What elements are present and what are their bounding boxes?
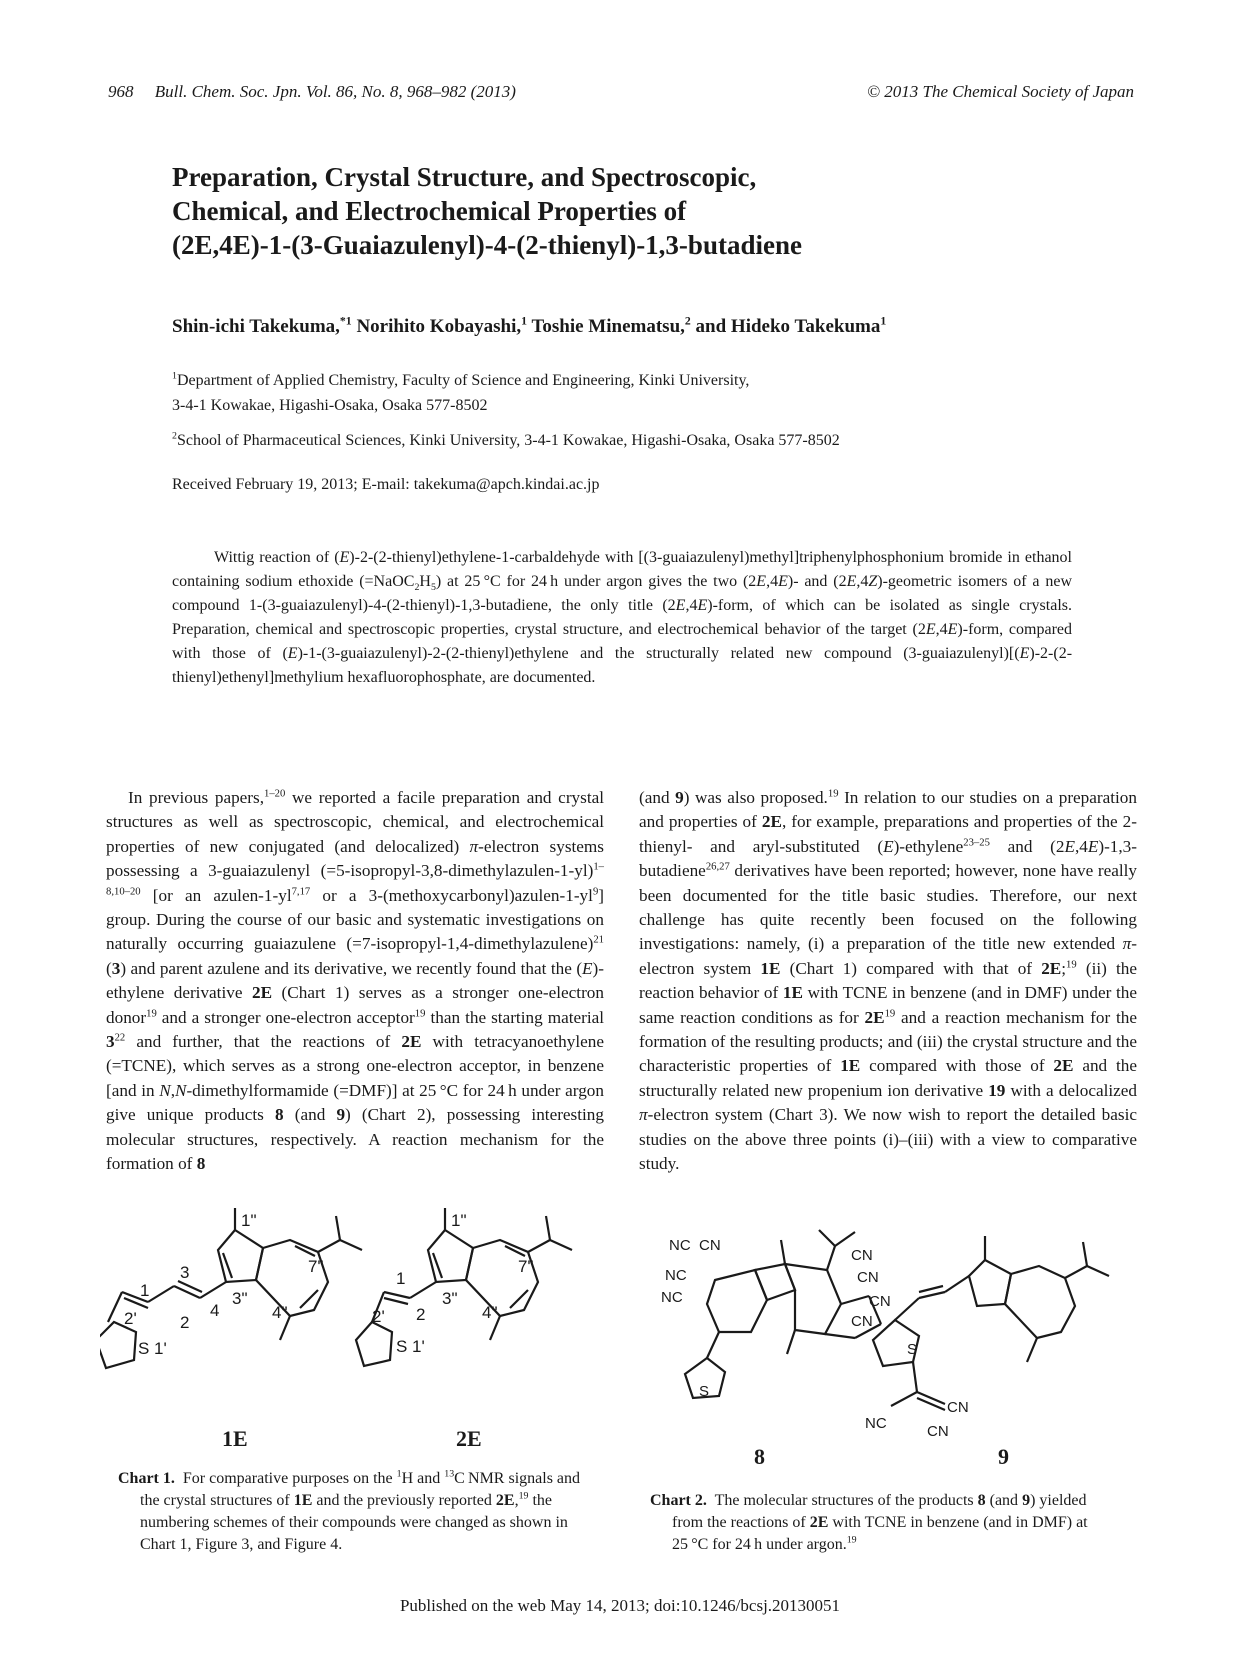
s-label: S xyxy=(699,1383,710,1400)
atom-label: 3" xyxy=(442,1289,458,1308)
nc-label: NC xyxy=(865,1415,887,1432)
atom-label: 4" xyxy=(482,1303,498,1322)
compound-label-9: 9 xyxy=(998,1444,1009,1469)
affiliation-2 xyxy=(172,428,1072,453)
atom-label: 2 xyxy=(180,1313,190,1332)
atom-label: 4 xyxy=(210,1301,220,1320)
atom-label: S xyxy=(138,1339,150,1358)
title-line-2: Chemical, and Electrochemical Properties of xyxy=(172,196,687,226)
author-name: and Hideko Takekuma xyxy=(695,316,881,337)
cn-label: CN xyxy=(857,1269,879,1286)
s-label: S xyxy=(907,1341,918,1358)
cn-label: CN xyxy=(851,1247,873,1264)
running-header-left xyxy=(108,82,516,102)
abstract: Wittig reaction of (E)-2-(2-thienyl)ethylene-1-carbaldehyde with [(3-guaiazulenyl)methyl]triphenylphosphonium bromide in ethanol containing sodium ethoxide $(=NaOC_2H_5)$ at 25 °C for 24 h under argon gives the two (2E,4E)- and (2E,4Z)-geometric isomers of a new compound 1-(3-guaiazulenyl)-4-(2-thienyl)-1,3-butadiene, the only title (2E,4E)-form, of which can be isolated as single crystals. Preparation, chemical and spectroscopic properties, crystal structure, and electrochemical behavior of the target (2E,4E)-form, compared with those of (E)-1-(3-guaiazulenyl)-2-(2-thienyl)ethylene and the structurally related new compound (3-guaiazulenyl)[(E)-2-(2-thienyl)ethenyl]methylium hexafluorophosphate, are documented. xyxy=(172,549,1073,686)
author-affil-mark: *1 xyxy=(339,314,352,328)
chart-1-caption: Chart 1. For comparative purposes on the $^1$H and $^{13}$C NMR signals and the crystal structures of 1E and the previously reported 2E,$^{19}$ the numbering schemes of their compounds were changed as shown in Chart 1, Figure 3, and Figure 4. xyxy=(118,1468,581,1553)
atom-label: 7" xyxy=(308,1257,324,1276)
atom-label: 2' xyxy=(124,1309,137,1328)
atom-label: 1" xyxy=(451,1211,467,1230)
atom-label: 1" xyxy=(241,1211,257,1230)
copyright-notice: © 2013 The Chemical Society of Japan xyxy=(867,82,1134,101)
chart-1-structures xyxy=(100,1200,600,1430)
chart-2-structures xyxy=(655,1200,1125,1440)
author-name: Norihito Kobayashi, xyxy=(356,316,522,337)
affil-mark: 1 xyxy=(172,370,177,382)
compound-label-1E: 1E xyxy=(222,1426,248,1451)
affiliation-1 xyxy=(172,368,1072,418)
affil-mark: 2 xyxy=(172,430,177,442)
author-affil-mark: 1 xyxy=(521,314,528,328)
compound-label-2E: 2E xyxy=(456,1426,482,1451)
body-column-left: In previous papers,$^{1-20}$ we reported a facile preparation and crystal structures as well as spectroscopic, chemical, and electrochemical properties of new conjugated (and delocalized) π-electron systems possessing a 3-guaiazulenyl (=5-isopropyl-3,8-dimethylazulen-1-yl)$^{1-8,10-20}$ [or an azulen-1-yl$^{7,17}$ or a $3-(methoxycarbonyl)azulen-1-yl^9$] group. During the course of our basic and systematic investigations on naturally occurring guaiazulene (=7-isopropyl-1,4-dimethylazulene)$^{21}$ (3) and parent azulene and its derivative, we recently found that the (E)-ethylene derivative 2E (Chart 1) serves as a stronger one-electron donor$^{19}$ and a stronger one-electron acceptor$^{19}$ than the starting material $3^{22}$ and further, that the reactions of 2E with tetracyanoethylene (=TCNE), which serves as a strong one-electron acceptor, in benzene [and in N,N-dimethylformamide (=DMF)] at 25 °C for 24 h under argon give unique products 8 (and 9) (Chart 2), possessing interesting molecular structures, respectively. A reaction mechanism for the formation of 8 xyxy=(106,788,605,1174)
atom-label: 1 xyxy=(140,1281,150,1300)
paper-title xyxy=(172,160,1072,262)
atom-label: 3 xyxy=(180,1263,190,1282)
atom-label: 2 xyxy=(416,1305,426,1324)
nc-label: NC xyxy=(661,1289,683,1306)
cn-label: CN xyxy=(699,1237,721,1254)
title-line-1: Preparation, Crystal Structure, and Spectroscopic, xyxy=(172,162,757,192)
author-affil-mark: 2 xyxy=(684,314,691,328)
atom-label: 1' xyxy=(412,1337,425,1356)
cn-label: CN xyxy=(927,1423,949,1440)
author-list xyxy=(172,316,886,338)
nc-label: NC xyxy=(665,1267,687,1284)
azulene-seven-ring xyxy=(256,1240,328,1316)
affil-text: Department of Applied Chemistry, Faculty of Science and Engineering, Kinki University, xyxy=(176,372,750,389)
cn-label: CN xyxy=(869,1293,891,1310)
journal-citation: Bull. Chem. Soc. Jpn. Vol. 86, No. 8, 968–982 (2013) xyxy=(154,82,516,101)
atom-label: 1' xyxy=(154,1339,167,1358)
compound-label-8: 8 xyxy=(754,1444,765,1469)
page-number: 968 xyxy=(108,82,134,101)
affil-text: 3-4-1 Kowakae, Higashi-Osaka, Osaka 577-8502 xyxy=(172,397,488,414)
cn-label: CN xyxy=(851,1313,873,1330)
atom-label: 4" xyxy=(272,1303,288,1322)
chart-2-drawing xyxy=(655,1200,1125,1440)
atom-label: S xyxy=(396,1337,408,1356)
body-column-right: (and 9) was also proposed.$^{19}$ In relation to our studies on a preparation and properties of 2E, for example, preparations and properties of the 2-thienyl- and aryl-substituted (E)-ethylene$^{23-25}$ and (2E,4E)-1,3-butadiene$^{26,27}$ derivatives have been reported; however, none have really been documented for the title basic studies. Therefore, our next challenge has quite recently been focused on the following investigations: namely, (i) a preparation of the title new extended π-electron system 1E (Chart 1) compared with that of 2E;$^{19}$ (ii) the reaction behavior of 1E with TCNE in benzene (and in DMF) under the same reaction conditions as for $2E^{19}$ and a reaction mechanism for the formation of the resulting products; and (iii) the crystal structure and the characteristic properties of 1E compared with those of 2E and the structurally related new propenium ion derivative 19 with a delocalized π-electron system (Chart 3). We now wish to report the detailed basic studies on the above three points (i)–(iii) with a view to comparative study. xyxy=(639,788,1138,1174)
atom-label: 7" xyxy=(518,1257,534,1276)
affil-text: School of Pharmaceutical Sciences, Kinki University, 3-4-1 Kowakae, Higashi-Osaka, Osaka 577-8502 xyxy=(176,432,840,449)
nc-label: NC xyxy=(669,1237,691,1254)
atom-label: 2' xyxy=(372,1307,385,1326)
chart-2-caption: Chart 2. The molecular structures of the products 8 (and 9) yielded from the reactions of 2E with TCNE in benzene (and in DMF) at 25 °C for 24 h under argon.$^{19}$ xyxy=(650,1492,1088,1553)
title-line-3: (2E,4E)-1-(3-Guaiazulenyl)-4-(2-thienyl)-1,3-butadiene xyxy=(172,230,802,260)
atom-label: 1 xyxy=(396,1269,406,1288)
author-affil-mark: 1 xyxy=(880,314,887,328)
publication-footer: Published on the web May 14, 2013; doi:10.1246/bcsj.20130051 xyxy=(399,1596,841,1615)
author-name: Shin-ichi Takekuma, xyxy=(172,316,340,337)
cn-label: CN xyxy=(947,1399,969,1416)
chart-1-drawing xyxy=(100,1200,600,1430)
author-name: Toshie Minematsu, xyxy=(531,316,685,337)
atom-label: 3" xyxy=(232,1289,248,1308)
received-and-email: Received February 19, 2013; E-mail: takekuma@apch.kindai.ac.jp xyxy=(172,476,600,493)
